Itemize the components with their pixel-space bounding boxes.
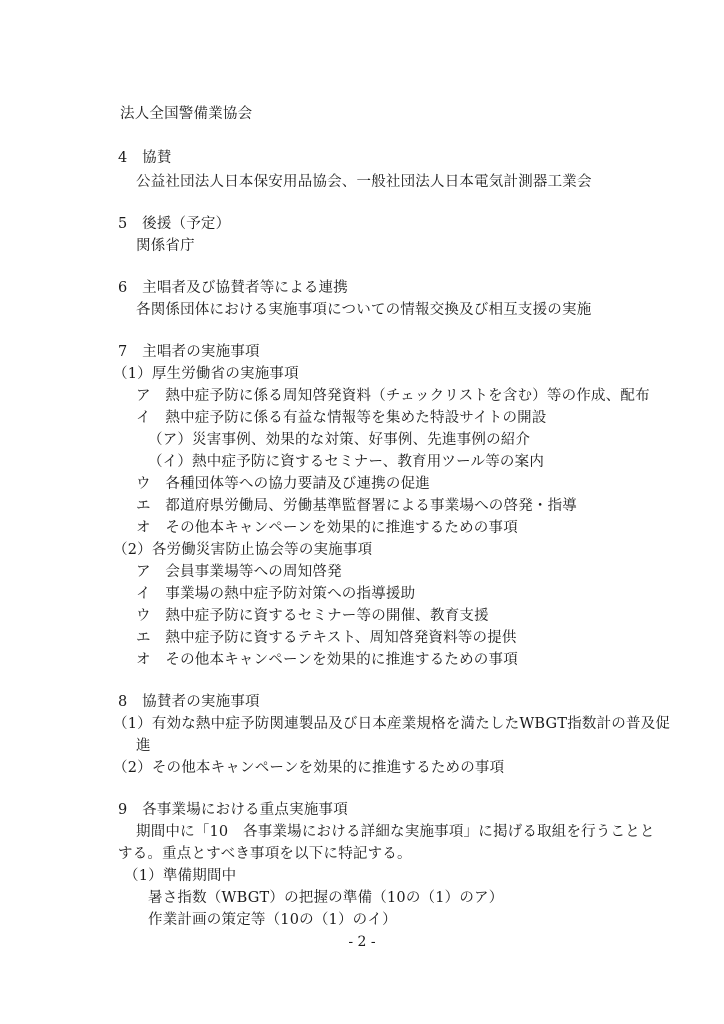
section-9-heading: 9 各事業場における重点実施事項 (118, 802, 348, 818)
section-7-sub1-subitem: （イ）熱中症予防に資するセミナー、教育用ツール等の案内 (148, 454, 545, 470)
section-6-body: 各関係団体における実施事項についての情報交換及び相互支援の実施 (136, 302, 592, 318)
section-7-sub2-item: イ 事業場の熱中症予防対策への指導援助 (136, 586, 416, 602)
section-8-item: （2）その他本キャンペーンを効果的に推進するための事項 (113, 760, 505, 776)
section-7-sub2-item: エ 熱中症予防に資するテキスト、周知啓発資料等の提供 (136, 630, 517, 646)
section-7-sub1-subitem: （ア）災害事例、効果的な対策、好事例、先進事例の紹介 (148, 432, 531, 448)
section-9-sub1-item: 暑さ指数（WBGT）の把握の準備（10の（1）のア） (148, 890, 504, 906)
section-7-sub1-item: ウ 各種団体等への協力要請及び連携の促進 (136, 476, 430, 492)
section-7-sub2-item: オ その他本キャンペーンを効果的に推進するための事項 (136, 652, 518, 668)
section-7-sub2-title: （2）各労働災害防止協会等の実施事項 (113, 542, 373, 558)
organization-line: 法人全国警備業協会 (120, 106, 253, 122)
section-8-item: （1）有効な熱中症予防関連製品及び日本産業規格を満たしたWBGT指数計の普及促 (113, 716, 671, 732)
section-7-sub1-item: ア 熱中症予防に係る周知啓発資料（チェックリストを含む）等の作成、配布 (136, 388, 650, 404)
section-9-sub1-title: （1）準備期間中 (124, 868, 237, 884)
section-9-sub1-item: 作業計画の策定等（10の（1）のイ） (148, 912, 397, 928)
section-8-heading: 8 協賛者の実施事項 (118, 694, 260, 710)
section-4-body: 公益社団法人日本保安用品協会、一般社団法人日本電気計測器工業会 (136, 174, 592, 190)
page-number: - 2 - (348, 934, 376, 950)
section-7-sub1-item: イ 熱中症予防に係る有益な情報等を集めた特設サイトの開設 (136, 410, 547, 426)
section-7-sub1-item: オ その他本キャンペーンを効果的に推進するための事項 (136, 520, 518, 536)
section-7-heading: 7 主唱者の実施事項 (118, 344, 260, 360)
section-9-paragraph: する。重点とすべき事項を以下に特記する。 (118, 846, 412, 862)
section-7-sub2-item: ア 会員事業場等への周知啓発 (136, 564, 342, 580)
section-4-heading: 4 協賛 (118, 150, 172, 166)
section-5-heading: 5 後援（予定） (118, 216, 231, 232)
section-7-sub1-title: （1）厚生労働省の実施事項 (113, 366, 299, 382)
section-8-item-continuation: 進 (136, 738, 151, 754)
section-6-heading: 6 主唱者及び協賛者等による連携 (118, 280, 348, 296)
section-7-sub2-item: ウ 熱中症予防に資するセミナー等の開催、教育支援 (136, 608, 489, 624)
section-5-body: 関係省庁 (136, 238, 195, 254)
section-7-sub1-item: エ 都道府県労働局、労働基準監督署による事業場への啓発・指導 (136, 498, 577, 514)
section-9-paragraph: 期間中に「10 各事業場における詳細な実施事項」に掲げる取組を行うことと (136, 824, 655, 840)
